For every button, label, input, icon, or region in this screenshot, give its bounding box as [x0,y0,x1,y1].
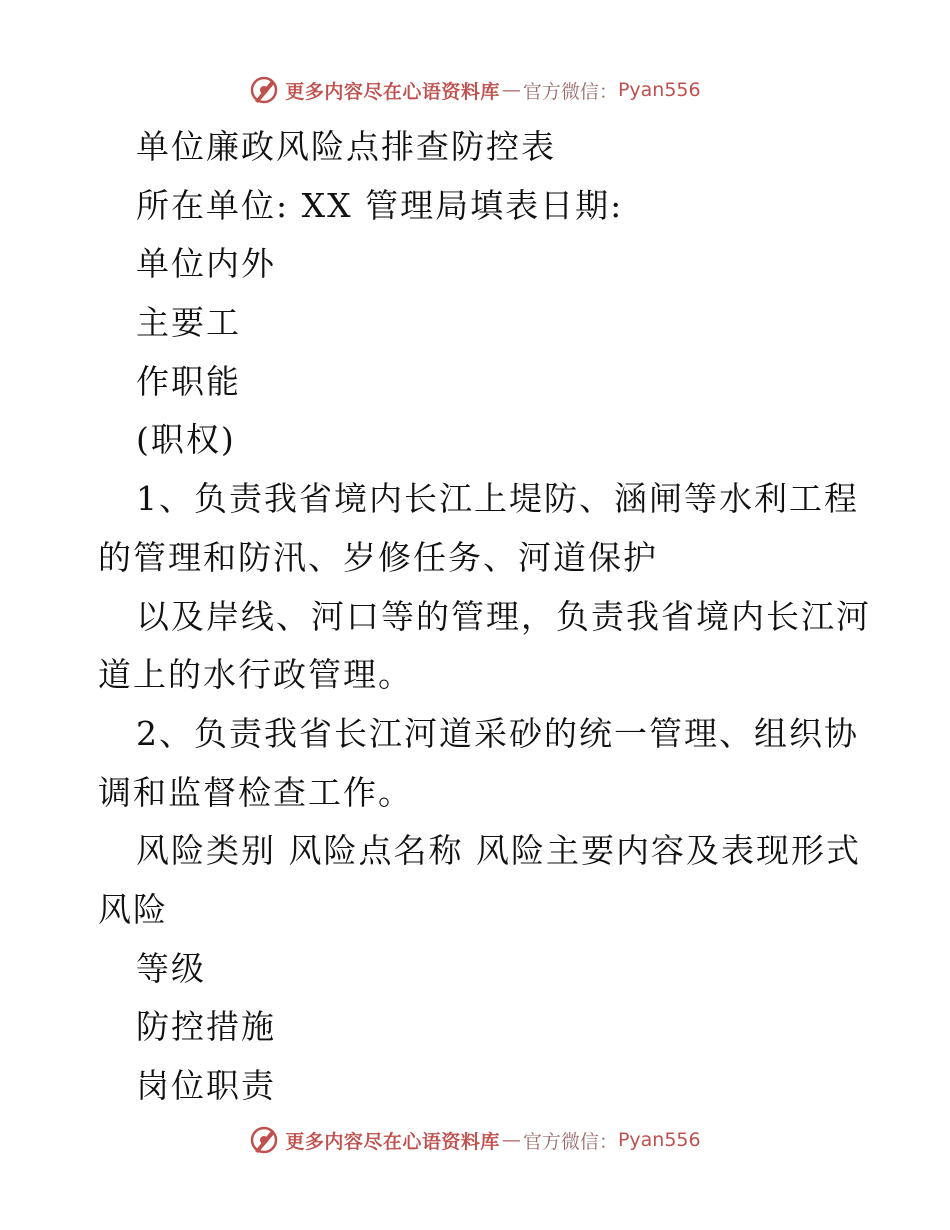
document-line: 防控措施 [136,1007,276,1047]
quill-logo-icon [249,75,279,105]
document-line: 以及岸线、河口等的管理，负责我省境内长江河 [136,596,871,636]
document-line: 1、负责我省境内长江上堤防、涵闸等水利工程 [136,479,859,519]
document-body [98,118,871,1116]
document-line: 作职能 [136,361,241,401]
document-line-table-header: 风险类别 风险点名称 风险主要内容及表现形式 [136,831,861,871]
document-line: 等级 [136,948,206,988]
document-line: 岗位职责 [136,1066,276,1105]
quill-logo-icon [249,1125,279,1155]
banner-main-text: 更多内容尽在心语资料库 [285,80,500,103]
document-line: 单位内外 [136,244,276,284]
banner-main-text: 更多内容尽在心语资料库 [285,1130,500,1153]
document-line: 道上的水行政管理。 [98,655,413,695]
document-line: 的管理和防汛、岁修任务、河道保护 [98,537,658,577]
document-title: 单位廉政风险点排查防控表 [136,127,556,166]
header-banner [0,70,950,110]
document-line: 调和监督检查工作。 [98,772,413,812]
banner-contact-id: Pyan556 [617,1129,701,1151]
document-line-unit: 所在单位: XX 管理局填表日期: [136,185,624,225]
document-line: 2、负责我省长江河道采砂的统一管理、组织协 [136,713,859,753]
banner-dash: — [501,1129,521,1151]
document-line: 主要工 [136,303,241,343]
document-line: 风险 [98,889,168,929]
document-line: (职权) [136,420,236,460]
banner-contact-label: 官方微信： [522,80,618,103]
footer-banner [0,1120,950,1160]
banner-dash: — [501,79,521,101]
banner-contact-id: Pyan556 [617,79,701,101]
banner-contact-label: 官方微信： [522,1130,618,1153]
